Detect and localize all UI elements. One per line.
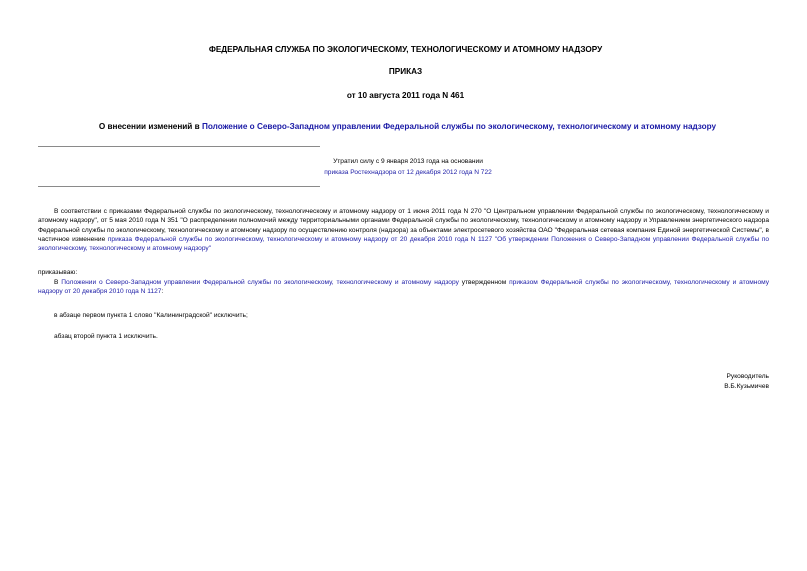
amendment-suffix: : [161,288,164,296]
status-note-text: Утратил силу с 9 января 2013 года на основании [333,158,483,165]
amendment-item-2: абзац второй пункта 1 исключить. [54,333,158,340]
document-title [4,122,807,132]
approving-order-link[interactable]: приказом Федеральной службы по экологическому, технологическому и атомному надзору от 20 декабря 2010 года N 1127 [38,279,770,296]
amendment-item-1: в абзаце первом пункта 1 слово "Калининградской" исключить; [54,312,248,319]
amendment-paragraph [38,278,769,297]
title-link[interactable]: Положение о Северо-Западном управлении Федеральной службы по экологическому, технологическому и атомному надзору [201,122,717,131]
status-note-link-line [42,168,774,177]
note-divider-bottom [38,186,320,187]
document-date-number: от 10 августа 2011 года N 461 [346,91,465,100]
amendment-mid: утвержденном [458,279,510,286]
amendment-prefix: В [54,279,62,286]
order-word: приказываю: [38,269,78,276]
regulation-link[interactable]: Положении о Северо-Западном управлении Федеральной службы по экологическому, технологическому и атомному надзору [61,279,459,286]
signatory-position: Руководитель [726,373,769,380]
preamble-text: В соответствии с приказами Федеральной службы по экологическому, технологическому и атомному надзору от 1 июня 2011 года N 270 "О Центральном управлении Федеральной службы по экологическому, технологическому и атомному надзору", от 5 мая 2010 года N 351 "О распределении полномочий между территориальными органами Федеральной службы по экологическому, технологическому и атомному надзору и Управлением энергетического надзора Федеральной службы по экологическому, технологическому и атомному надзору по осуществлению контроля (надзора) за объектами электросетевого хозяйства ОАО "Федеральная сетевая компания Единой энергетической Системы", в частичное изменение [38,208,769,243]
preamble-paragraph [38,207,769,253]
amended-order-link[interactable]: приказа Федеральной службы по экологическому, технологическому и атомному надзору от 20 декабря 2010 года N 1127 "Об утверждении Положения о Северо-Западном управлении Федеральной службы по экологическому, технологическому и атомному надзору" [38,235,769,253]
note-divider-top [38,146,320,147]
title-prefix: О внесении изменений в [98,122,202,131]
signatory-name: В.Б.Кузьмичев [724,383,769,390]
repeal-order-link[interactable]: приказа Ростехнадзора от 12 декабря 2012 года N 722 [324,169,492,176]
agency-heading: ФЕДЕРАЛЬНАЯ СЛУЖБА ПО ЭКОЛОГИЧЕСКОМУ, ТЕХНОЛОГИЧЕСКОМУ И АТОМНОМУ НАДЗОРУ [208,45,603,54]
document-type: ПРИКАЗ [388,67,423,76]
